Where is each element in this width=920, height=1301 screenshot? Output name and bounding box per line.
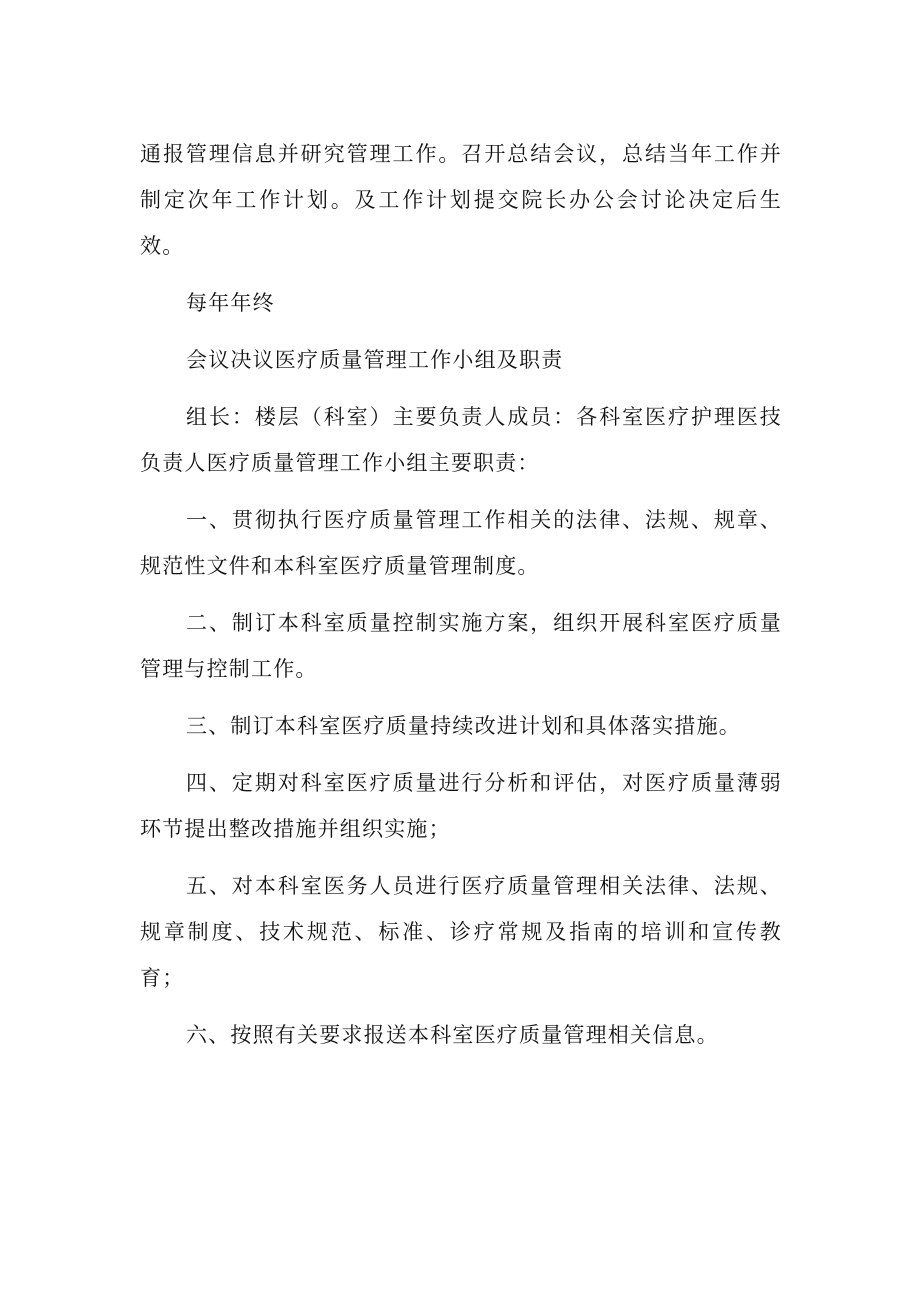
paragraph-duty-2: 二、制订本科室质量控制实施方案，组织开展科室医疗质量管理与控制工作。 — [140, 611, 782, 681]
paragraph-duty-5: 五、对本科室医务人员进行医疗质量管理相关法律、法规、规章制度、技术规范、标准、诊疗常规及指南的培训和宣传教育； — [140, 874, 782, 990]
paragraph-duty-3: 三、制订本科室医疗质量持续改进计划和具体落实措施。 — [186, 714, 741, 738]
paragraph-resolution-heading: 会议决议医疗质量管理工作小组及职责 — [186, 348, 564, 372]
paragraph-duty-4: 四、定期对科室医疗质量进行分析和评估，对医疗质量薄弱环节提出整改措施并组织实施； — [140, 771, 782, 841]
paragraph-duty-6: 六、按照有关要求报送本科室医疗质量管理相关信息。 — [186, 1023, 719, 1047]
paragraph-meeting-summary: 通报管理信息并研究管理工作。召开总结会议，总结当年工作并制定次年工作计划。及工作计划提交院长办公会讨论决定后生效。 — [140, 142, 782, 258]
paragraph-duty-1: 一、贯彻执行医疗质量管理工作相关的法律、法规、规章、规范性文件和本科室医疗质量管理制度。 — [140, 508, 782, 578]
paragraph-group-members: 组长：楼层（科室）主要负责人成员：各科室医疗护理医技负责人医疗质量管理工作小组主要职责： — [140, 405, 782, 475]
paragraph-year-end: 每年年终 — [186, 291, 275, 315]
document-body — [140, 131, 782, 1069]
